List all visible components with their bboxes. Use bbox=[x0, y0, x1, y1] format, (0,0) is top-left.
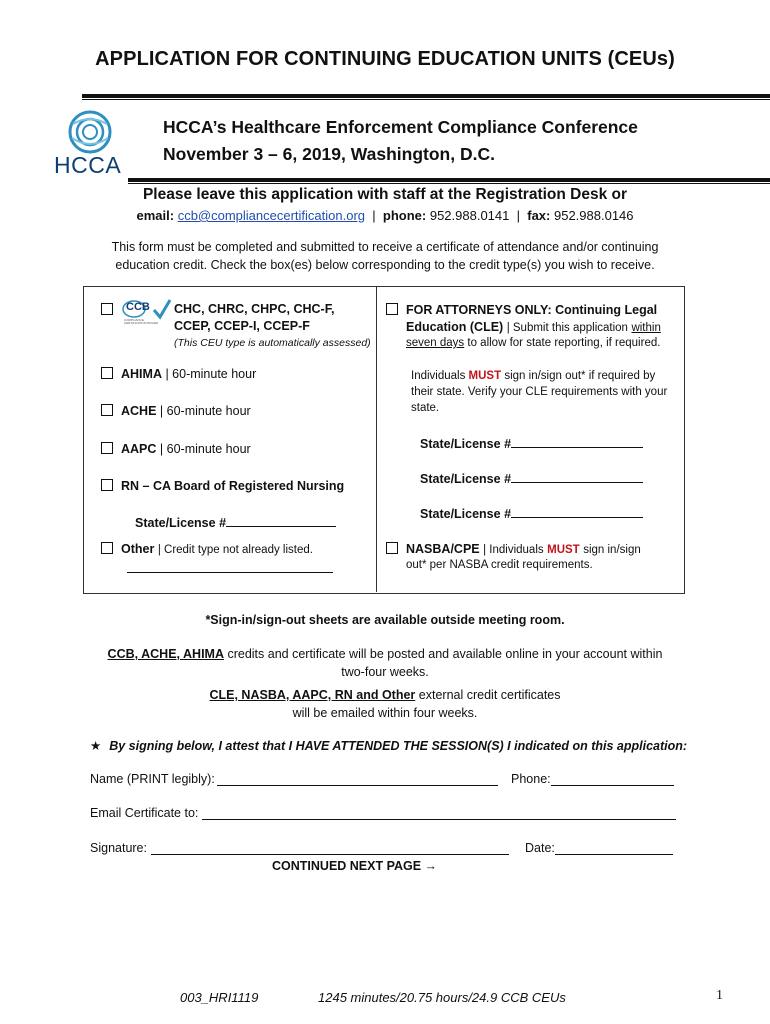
conference-name: HCCA’s Healthcare Enforcement Compliance Conference bbox=[163, 117, 638, 137]
ccb-logo-text: CCB bbox=[126, 301, 150, 313]
nasba-checkbox[interactable] bbox=[386, 542, 398, 554]
credit-summary: 1245 minutes/20.75 hours/24.9 CCB CEUs bbox=[318, 990, 566, 1005]
nasba-must: MUST bbox=[547, 544, 580, 556]
date-label: Date: bbox=[525, 841, 555, 855]
phone-number: 952.988.0141 bbox=[429, 208, 510, 223]
name-label: Name (PRINT legibly): bbox=[90, 772, 215, 786]
email-label: email: bbox=[136, 208, 175, 223]
email-link[interactable]: ccb@compliancecertification.org bbox=[177, 208, 366, 223]
cle-label-1: FOR ATTORNEYS ONLY: Continuing Legal bbox=[406, 303, 658, 317]
cle-state-license-label-1: State/License # bbox=[420, 437, 512, 451]
nasba-post: sign in/sign bbox=[583, 544, 641, 556]
cle-state-license-label-3: State/License # bbox=[420, 507, 512, 521]
ccb-logo-subtext: COMPLIANCE CERTIFICATION BOARD bbox=[124, 318, 159, 325]
other-label: Other bbox=[121, 542, 155, 556]
ccb-credentials-1: CHC, CHRC, CHPC, CHC-F, bbox=[174, 302, 335, 316]
rn-state-license-field[interactable] bbox=[226, 514, 336, 527]
attestation-text: By signing below, I attest that I HAVE ATTENDED THE SESSION(S) I indicated on this application: bbox=[109, 739, 688, 753]
cle-detail-1: | Submit this application bbox=[506, 322, 628, 334]
phone-label: phone: bbox=[382, 208, 427, 223]
nasba-line-2: out* per NASBA credit requirements. bbox=[406, 559, 593, 571]
signature-label: Signature: bbox=[90, 841, 147, 855]
header-rule-thin bbox=[128, 183, 770, 184]
cle-seven-days: seven days bbox=[406, 337, 465, 349]
ache-checkbox[interactable] bbox=[101, 404, 113, 416]
aapc-label: AAPC bbox=[121, 442, 157, 456]
cle-state-license-label-2: State/License # bbox=[420, 472, 512, 486]
header-rule bbox=[128, 178, 770, 182]
cle-state-license-field-3[interactable] bbox=[511, 505, 643, 518]
star-icon: ★ bbox=[90, 739, 102, 753]
ahima-option bbox=[101, 367, 256, 381]
hcca-logo-text: HCCA bbox=[54, 152, 122, 178]
rn-option bbox=[101, 479, 344, 493]
cle-state-license-1 bbox=[420, 435, 643, 451]
other-checkbox[interactable] bbox=[101, 542, 113, 554]
nasba-option bbox=[386, 542, 641, 556]
fax-number: 952.988.0146 bbox=[553, 208, 634, 223]
cle-label-2: Education (CLE) bbox=[406, 320, 504, 334]
phone-input[interactable] bbox=[551, 785, 674, 786]
name-input[interactable] bbox=[217, 785, 498, 786]
ccb-credentials-2: CCEP, CCEP-I, CCEP-F bbox=[174, 319, 310, 333]
cle-checkbox[interactable] bbox=[386, 303, 398, 315]
rn-state-license bbox=[135, 514, 336, 530]
ccb-logo bbox=[120, 298, 172, 328]
nasba-label: NASBA/CPE bbox=[406, 542, 480, 556]
attestation bbox=[90, 738, 687, 753]
other-option bbox=[101, 542, 313, 556]
cle-state-license-2 bbox=[420, 470, 643, 486]
ccb-checkbox[interactable] bbox=[101, 303, 113, 315]
column-divider bbox=[376, 286, 377, 592]
ahima-checkbox[interactable] bbox=[101, 367, 113, 379]
other-detail: | Credit type not already listed. bbox=[157, 544, 313, 556]
ccb-posting-text: credits and certificate will be posted and available online in your account within bbox=[227, 647, 663, 661]
cle-must-line-1 bbox=[411, 370, 655, 382]
aapc-option bbox=[101, 442, 251, 456]
email-certificate-input[interactable] bbox=[202, 819, 676, 820]
aapc-checkbox[interactable] bbox=[101, 442, 113, 454]
cle-within: within bbox=[631, 322, 661, 334]
name-field-row bbox=[90, 772, 215, 786]
contact-line bbox=[0, 208, 770, 223]
cle-must-pre: Individuals bbox=[411, 370, 466, 382]
cle-state-license-field-1[interactable] bbox=[511, 435, 643, 448]
separator: | bbox=[372, 208, 376, 223]
cle-state-license-field-2[interactable] bbox=[511, 470, 643, 483]
aapc-detail: | 60-minute hour bbox=[159, 442, 251, 456]
ache-option bbox=[101, 404, 251, 418]
ache-label: ACHE bbox=[121, 404, 157, 418]
conference-date: November 3 – 6, 2019, Washington, D.C. bbox=[163, 144, 495, 164]
ache-detail: | 60-minute hour bbox=[159, 404, 251, 418]
rn-label: RN – CA Board of Registered Nursing bbox=[121, 479, 345, 493]
intro-line-2: education credit. Check the box(es) below corresponding to the credit type(s) you wish to receive. bbox=[115, 258, 655, 272]
contact-instruction: Please leave this application with staff at the Registration Desk or bbox=[142, 186, 628, 203]
cle-must-line-2: their state. Verify your CLE requirements with your bbox=[411, 386, 668, 398]
cle-line-2 bbox=[406, 320, 661, 334]
page-number: 1 bbox=[716, 988, 723, 1003]
rn-state-license-label: State/License # bbox=[135, 516, 227, 530]
cle-option bbox=[386, 303, 657, 317]
ccb-posting-label: CCB, ACHE, AHIMA bbox=[107, 647, 224, 661]
continued-next-page: CONTINUED NEXT PAGE → bbox=[272, 859, 438, 873]
intro-line-1: This form must be completed and submitted to receive a certificate of attendance and/or continuing bbox=[111, 240, 659, 254]
ccb-note: (This CEU type is automatically assessed) bbox=[174, 337, 371, 349]
page-title: APPLICATION FOR CONTINUING EDUCATION UNITS (CEUs) bbox=[95, 48, 675, 70]
ahima-label: AHIMA bbox=[121, 367, 162, 381]
ahima-detail: | 60-minute hour bbox=[165, 367, 257, 381]
cle-email-note bbox=[0, 688, 770, 702]
title-rule-thin bbox=[82, 99, 770, 100]
hcca-logo bbox=[54, 108, 130, 178]
date-input[interactable] bbox=[555, 854, 673, 855]
cle-email-label: CLE, NASBA, AAPC, RN and Other bbox=[209, 688, 416, 702]
title-rule bbox=[82, 94, 770, 98]
fax-label: fax: bbox=[527, 208, 551, 223]
cle-email-text: external credit certificates bbox=[418, 688, 561, 702]
cle-must-line-3: state. bbox=[411, 402, 440, 414]
cle-line-3 bbox=[406, 337, 660, 349]
rn-checkbox[interactable] bbox=[101, 479, 113, 491]
separator: | bbox=[516, 208, 520, 223]
email-field-label: Email Certificate to: bbox=[90, 806, 199, 820]
form-code: 003_HRI1119 bbox=[180, 990, 259, 1005]
ccb-posting-note bbox=[0, 647, 770, 661]
cle-state-license-3 bbox=[420, 505, 643, 521]
signin-note: *Sign-in/sign-out sheets are available outside meeting room. bbox=[205, 613, 565, 627]
cle-must-post: sign in/sign out* if required by bbox=[504, 370, 656, 382]
nasba-pre: | Individuals bbox=[483, 544, 544, 556]
signature-input[interactable] bbox=[151, 854, 509, 855]
cle-detail-2: to allow for state reporting, if required. bbox=[467, 337, 661, 349]
ccb-option bbox=[101, 303, 121, 317]
phone-field-label: Phone: bbox=[511, 772, 551, 786]
other-specify-field[interactable] bbox=[127, 572, 333, 573]
cle-email-text-2: will be emailed within four weeks. bbox=[292, 706, 478, 720]
ccb-posting-text-2: two-four weeks. bbox=[341, 665, 429, 679]
cle-must: MUST bbox=[468, 370, 502, 382]
